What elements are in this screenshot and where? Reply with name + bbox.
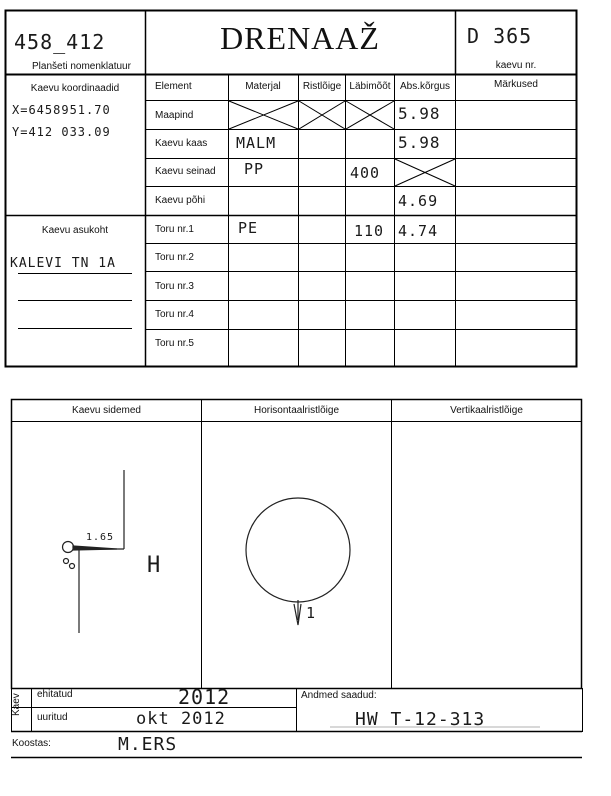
abs-maapind: 5.98 [398,104,441,123]
header-markused: Märkused [494,79,538,90]
materjal-seinad: PP [244,160,265,178]
abs-toru1: 4.74 [398,222,439,240]
materjal-kaas: MALM [236,134,277,152]
horizontal-section-sketch [246,498,350,625]
materjal-toru1: PE [238,219,259,237]
kaevu-nr-value: D 365 [467,24,533,48]
nomenklatuur-label: Planšeti nomenklatuur [32,61,131,72]
row-element: Toru nr.5 [155,338,194,349]
ehitatud-label: ehitatud [37,689,73,700]
col-vertikaalristloige: Vertikaalristlõige [450,405,523,416]
header-element: Element [155,81,192,92]
coordinate-y: Y=412 033.09 [12,125,111,139]
row-element: Toru nr.1 [155,224,194,235]
abs-pohi: 4.69 [398,192,439,210]
row-element: Kaevu seinad [155,166,216,177]
uuritud-label: uuritud [37,712,68,723]
location-label: Kaevu asukoht [41,225,109,236]
kaevu-nr-label: kaevu nr. [495,60,537,71]
page-title: DRENAAŽ [220,20,380,56]
row-element: Kaevu kaas [155,138,208,149]
pipe-label: 1 [306,604,317,622]
koostas-label: Koostas: [12,738,51,749]
koostas-value: M.ERS [118,734,178,755]
location-value: KALEVI TN 1A [10,256,116,271]
row-element: Toru nr.2 [155,252,194,263]
coordinate-x: X=6458951.70 [12,103,111,117]
header-abs-korgus: Abs.kõrgus [399,81,451,92]
header-materjal: Materjal [245,81,281,92]
row-element: Kaevu põhi [155,195,206,206]
col-horisontaalristloige: Horisontaalristlõige [253,405,340,416]
sketch-distance: 1.65 [86,532,115,543]
row-element: Toru nr.4 [155,309,194,320]
uuritud-value: okt 2012 [136,709,226,729]
abs-kaas: 5.98 [398,133,441,152]
labimoot-toru1: 110 [354,222,385,240]
andmed-label: Andmed saadud: [301,690,377,701]
andmed-value: HW T-12-313 [355,709,486,730]
row-element: Toru nr.3 [155,281,194,292]
side-label-kaev: Kaev [11,693,22,716]
col-kaevu-sidemed: Kaevu sidemed [72,405,141,416]
sketch-h-label: H [147,553,162,578]
labimoot-seinad: 400 [350,164,381,182]
nomenklatuur-value: 458_412 [14,30,106,54]
row-element: Maapind [155,110,194,121]
header-labimoot: Läbimõõt [349,81,391,92]
coordinates-label: Kaevu koordinaadid [30,83,120,94]
connection-sketch [63,470,125,633]
ehitatud-value: 2012 [178,685,231,709]
header-ristloige: Ristlõige [302,81,342,92]
